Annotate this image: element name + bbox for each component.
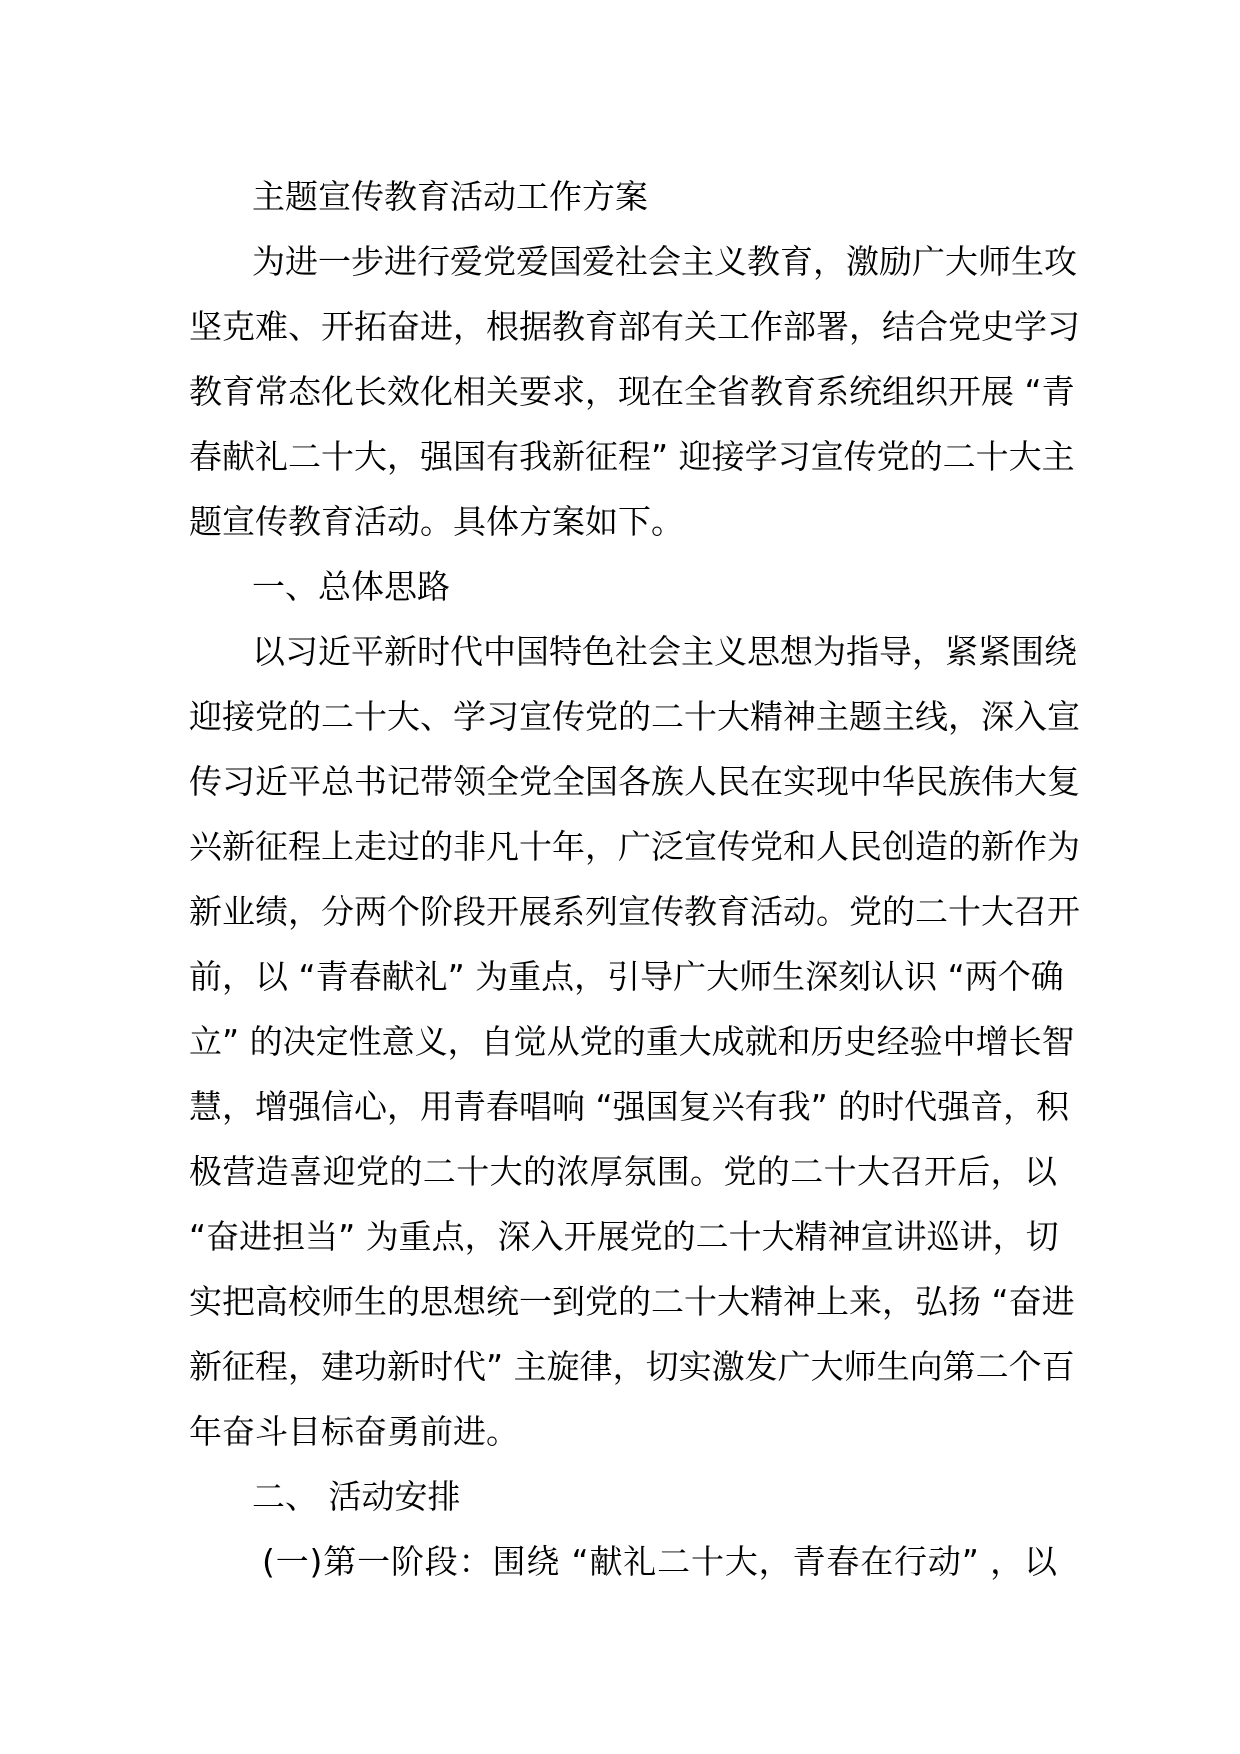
body-line: 以习近平新时代中国特色社会主义思想为指导，紧紧围绕	[252, 632, 1077, 671]
body-line: 慧，增强信心，用青春唱响 “强国复兴有我” 的时代强音，积	[189, 1087, 1070, 1126]
body-line: 新征程，建功新时代” 主旋律，切实激发广大师生向第二个百	[189, 1347, 1075, 1386]
body-line: 实把高校师生的思想统一到党的二十大精神上来，弘扬 “奋进	[189, 1282, 1075, 1321]
intro-line: 题宣传教育活动。具体方案如下。	[189, 502, 684, 541]
sub-heading-1: (一)第一阶段：围绕 “献礼二十大，青春在行动” ，以	[262, 1542, 1057, 1581]
body-line: 前，以 “青春献礼” 为重点，引导广大师生深刻认识 “两个确	[189, 957, 1064, 996]
intro-line: 教育常态化长效化相关要求，现在全省教育系统组织开展 “青	[189, 372, 1075, 411]
intro-line: 春献礼二十大，强国有我新征程” 迎接学习宣传党的二十大主	[189, 437, 1075, 476]
body-line: 兴新征程上走过的非凡十年，广泛宣传党和人民创造的新作为	[189, 827, 1080, 866]
body-line: 极营造喜迎党的二十大的浓厚氛围。党的二十大召开后，以	[189, 1152, 1057, 1191]
body-line: 新业绩，分两个阶段开展系列宣传教育活动。党的二十大召开	[189, 892, 1080, 931]
section-heading-2: 二、 活动安排	[252, 1477, 461, 1516]
body-line: “奋进担当” 为重点，深入开展党的二十大精神宣讲巡讲，切	[189, 1217, 1059, 1256]
intro-line: 为进一步进行爱党爱国爱社会主义教育，激励广大师生攻	[252, 242, 1077, 281]
body-line: 立” 的决定性意义，自觉从党的重大成就和历史经验中增长智	[189, 1022, 1075, 1061]
body-line: 年奋斗目标奋勇前进。	[189, 1412, 519, 1451]
intro-line: 坚克难、开拓奋进，根据教育部有关工作部署，结合党史学习	[189, 307, 1080, 346]
body-line: 传习近平总书记带领全党全国各族人民在实现中华民族伟大复	[189, 762, 1080, 801]
document-title: 主题宣传教育活动工作方案	[252, 177, 648, 216]
body-line: 迎接党的二十大、学习宣传党的二十大精神主题主线，深入宣	[189, 697, 1080, 736]
section-heading-1: 一、总体思路	[252, 567, 450, 606]
